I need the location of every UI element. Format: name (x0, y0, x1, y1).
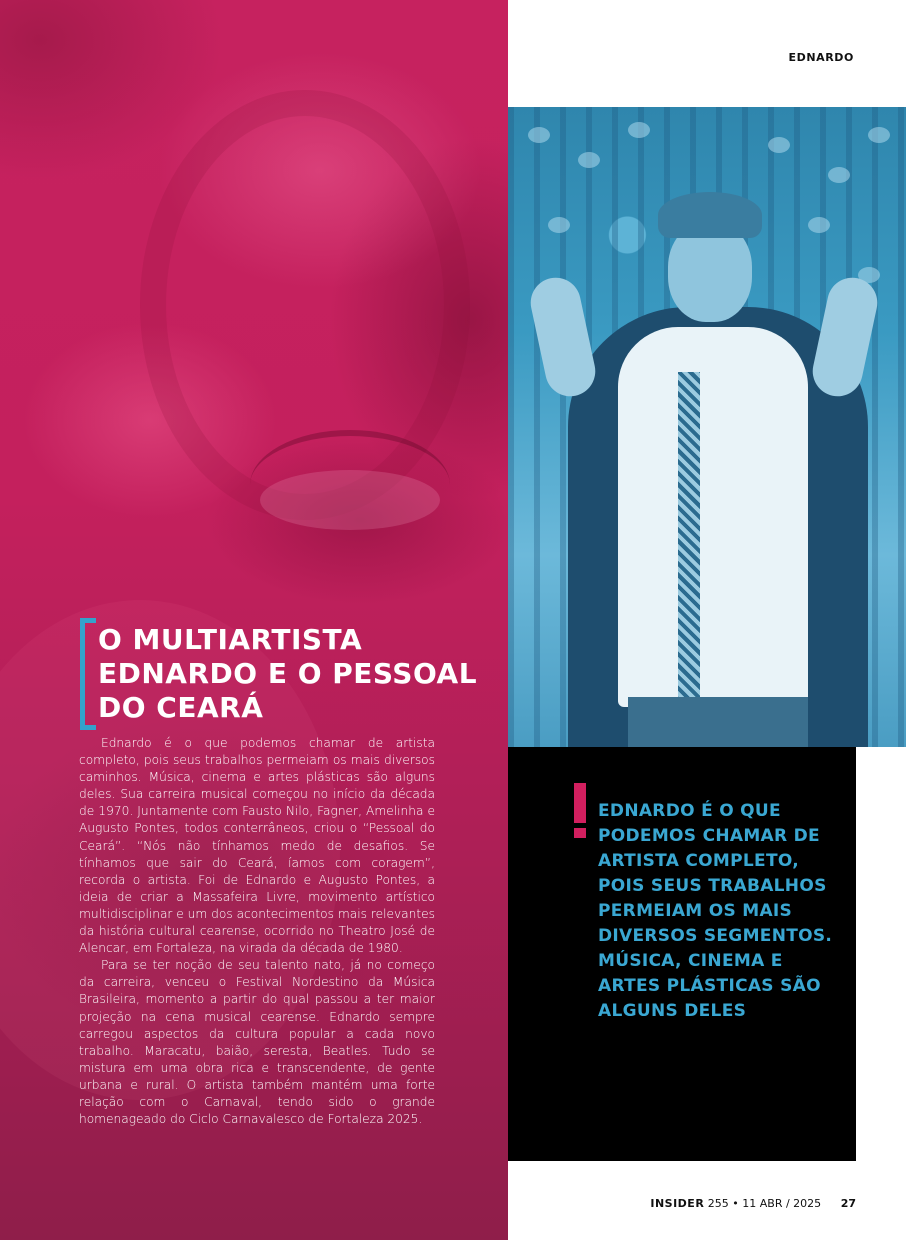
article-body (79, 735, 435, 1128)
pullquote-box (508, 747, 856, 1161)
person-right-arm (808, 273, 882, 401)
footer-issue-info: 255 • 11 ABR / 2025 (707, 1197, 822, 1210)
footer-brand: INSIDER (650, 1197, 705, 1210)
person-shirt (618, 327, 808, 707)
body-paragraph: Para se ter noção de seu talento nato, já no começo da carreira, venceu o Festival Nordestino da Música Brasileira, momento a partir do qual passou a ter maior projeção na cena musical cearense. Ednardo sempre carregou aspectos da cultura popular a cada novo trabalho. Maracatu, baião, seresta, Beatles. Tudo se mistura em uma obra rica e transcendente, de gente urbana e rural. O artista também mantém uma forte relação com o Carnaval, tendo sido o grande homenageado do Ciclo Carnavalesco de Fortaleza 2025. (79, 958, 435, 1127)
pullquote-text: EDNARDO É O QUE PODEMOS CHAMAR DE ARTISTA COMPLETO, POIS SEUS TRABALHOS PERMEIAM OS MAIS DIVERSOS SEGMENTOS. MÚSICA, CINEMA E ARTES PLÁSTICAS SÃO ALGUNS DELES (598, 801, 833, 1021)
portrait-photo (508, 107, 906, 747)
section-label: EDNARDO (788, 51, 854, 64)
body-paragraph: Ednardo é o que podemos chamar de artista completo, pois seus trabalhos permeiam os mais diversos caminhos. Música, cinema e artes plásticas são alguns deles. Sua carreira musical começou no início da década de 1970. Juntamente com Fausto Nilo, Fagner, Amelinha e Augusto Pontes, todos conterrâneos, criou o “Pessoal do Ceará”. “Nós não tínhamos medo de desafios. Se tínhamos que sair do Ceará, íamos com coragem”, recorda o artista. Foi de Ednardo e Augusto Pontes, a ideia de criar a Massafeira Livre, movimento artístico multidisciplinar e um dos acontecimentos mais relevantes da história cultural cearense, ocorrido no Theatro José de Alencar, em Fortaleza, na virada da década de 1980. (79, 736, 435, 956)
title-bracket (80, 618, 96, 730)
exclamation-icon (574, 783, 586, 823)
person-left-arm (526, 273, 600, 401)
face-smile-highlight (260, 470, 440, 530)
exclamation-dot-icon (574, 828, 586, 838)
person-legs (628, 697, 808, 747)
person-shirt-placket (678, 372, 700, 702)
page-footer (650, 1197, 856, 1210)
person-hat (658, 192, 762, 238)
page-number: 27 (840, 1197, 856, 1210)
article-title: O MULTIARTISTA EDNARDO E O PESSOAL DO CEARÁ (98, 623, 478, 724)
